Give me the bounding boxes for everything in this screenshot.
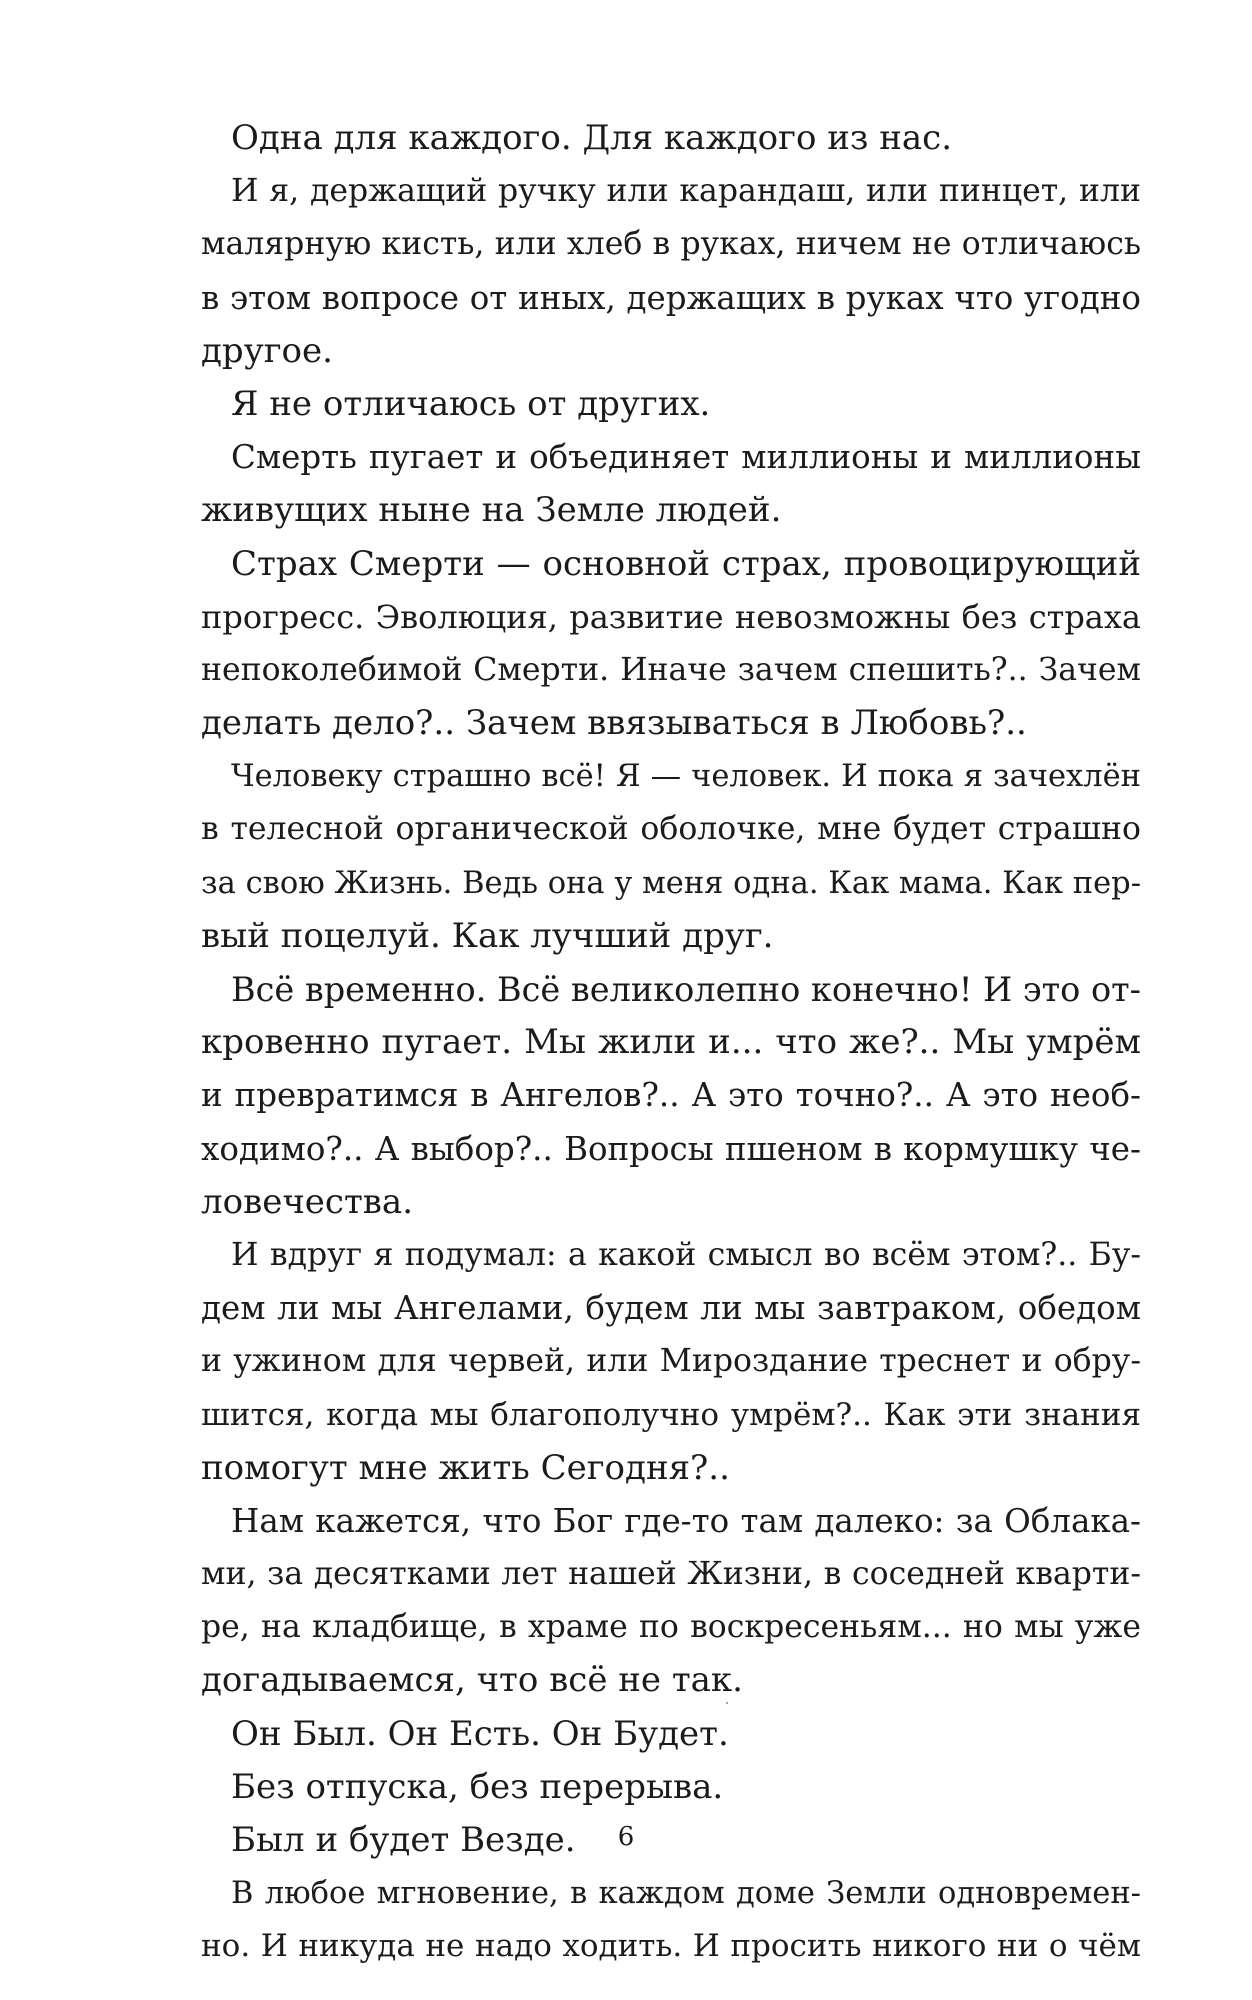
text-line: Страх Смерти — основной страх, провоцирующий (231, 543, 1141, 584)
text-line: помогут мне жить Сегодня?.. (201, 1447, 730, 1488)
paragraph (201, 431, 1141, 537)
text-line: малярную кисть, или хлеб в руках, ничем не отличаюсь (201, 226, 1141, 263)
text-line: другое. (201, 330, 333, 371)
text-line: Всё временно. Всё великолепно конечно! И это от- (231, 970, 1141, 1009)
text-line: ходимо?.. А выбор?.. Вопросы пшеном в кормушку че- (201, 1129, 1141, 1168)
text-line: Был и будет Везде. (231, 1820, 576, 1860)
page-number: 6 (617, 1822, 635, 1852)
text-line: Я не отличаюсь от других. (231, 383, 711, 424)
text-line: за свою Жизнь. Ведь она у меня одна. Как мама. Как пер- (201, 865, 1141, 901)
paragraph (201, 750, 1141, 963)
paragraph (201, 1495, 1141, 1708)
text-line: кровенно пугает. Мы жили и... что же?.. Мы умрём (201, 1022, 1141, 1063)
text-line: и ужином для червей, или Мироздание треснет и обру- (201, 1343, 1141, 1380)
text-line: в этом вопросе от иных, держащих в руках что угодно (201, 278, 1141, 317)
text-line: живущих ныне на Земле людей. (201, 490, 782, 531)
text-line: шится, когда мы благополучно умрём?.. Как эти знания (201, 1396, 1141, 1433)
text-line: ре, на кладбище, в храме по воскресеньям... но мы уже (201, 1609, 1141, 1646)
text-line: И вдруг я подумал: а какой смысл во всём этом?.. Бу- (231, 1236, 1141, 1273)
text-line: догадываемся, что всё не так. (201, 1660, 743, 1701)
text-line: вый поцелуй. Как лучший друг. (201, 915, 774, 956)
text-line: Одна для каждого. Для каждого из нас. (231, 118, 953, 158)
paragraph (201, 1867, 1141, 1973)
paragraph (201, 165, 1141, 378)
paragraph (201, 963, 1141, 1229)
text-line: ловечества. (201, 1181, 414, 1222)
paragraph (201, 1761, 1141, 1814)
text-line: непоколебимой Смерти. Иначе зачем спешить?.. Зачем (201, 651, 1141, 688)
text-line: и превратимся в Ангелов?.. А это точно?.. А это необ- (201, 1076, 1141, 1115)
text-line: И я, держащий ручку или карандаш, или пинцет, или (231, 173, 1141, 210)
paragraph (201, 538, 1141, 751)
text-line: дем ли мы Ангелами, будем ли мы завтраком, обедом (201, 1289, 1141, 1328)
text-line: прогресс. Эволюция, развитие невозможны без страха (201, 597, 1141, 636)
text-line: Человеку страшно всё! Я — человек. И пока я зачехлён (231, 759, 1141, 795)
paragraph (201, 378, 1141, 431)
paragraph (201, 1229, 1141, 1495)
text-line: В любое мгновение, в каждом доме Земли одновремен- (231, 1876, 1141, 1912)
text-line: делать дело?.. Зачем ввязываться в Любовь?.. (201, 703, 1027, 744)
text-line: Без отпуска, без перерыва. (231, 1766, 724, 1807)
text-line: в телесной органической оболочке, мне будет страшно (201, 811, 1141, 848)
text-line: ми, за десятками лет нашей Жизни, в соседней кварти- (201, 1556, 1141, 1593)
body-text (201, 112, 1141, 1974)
print-speck (726, 1702, 728, 1704)
text-line: но. И никуда не надо ходить. И просить никого ни о чём (201, 1928, 1141, 1965)
paragraph (201, 1708, 1141, 1761)
paragraph (201, 112, 1141, 165)
text-line: Нам кажется, что Бог где-то там далеко: за Облака- (231, 1501, 1141, 1540)
text-line: Он Был. Он Есть. Он Будет. (231, 1713, 729, 1754)
text-line: Смерть пугает и объединяет миллионы и миллионы (231, 438, 1141, 477)
